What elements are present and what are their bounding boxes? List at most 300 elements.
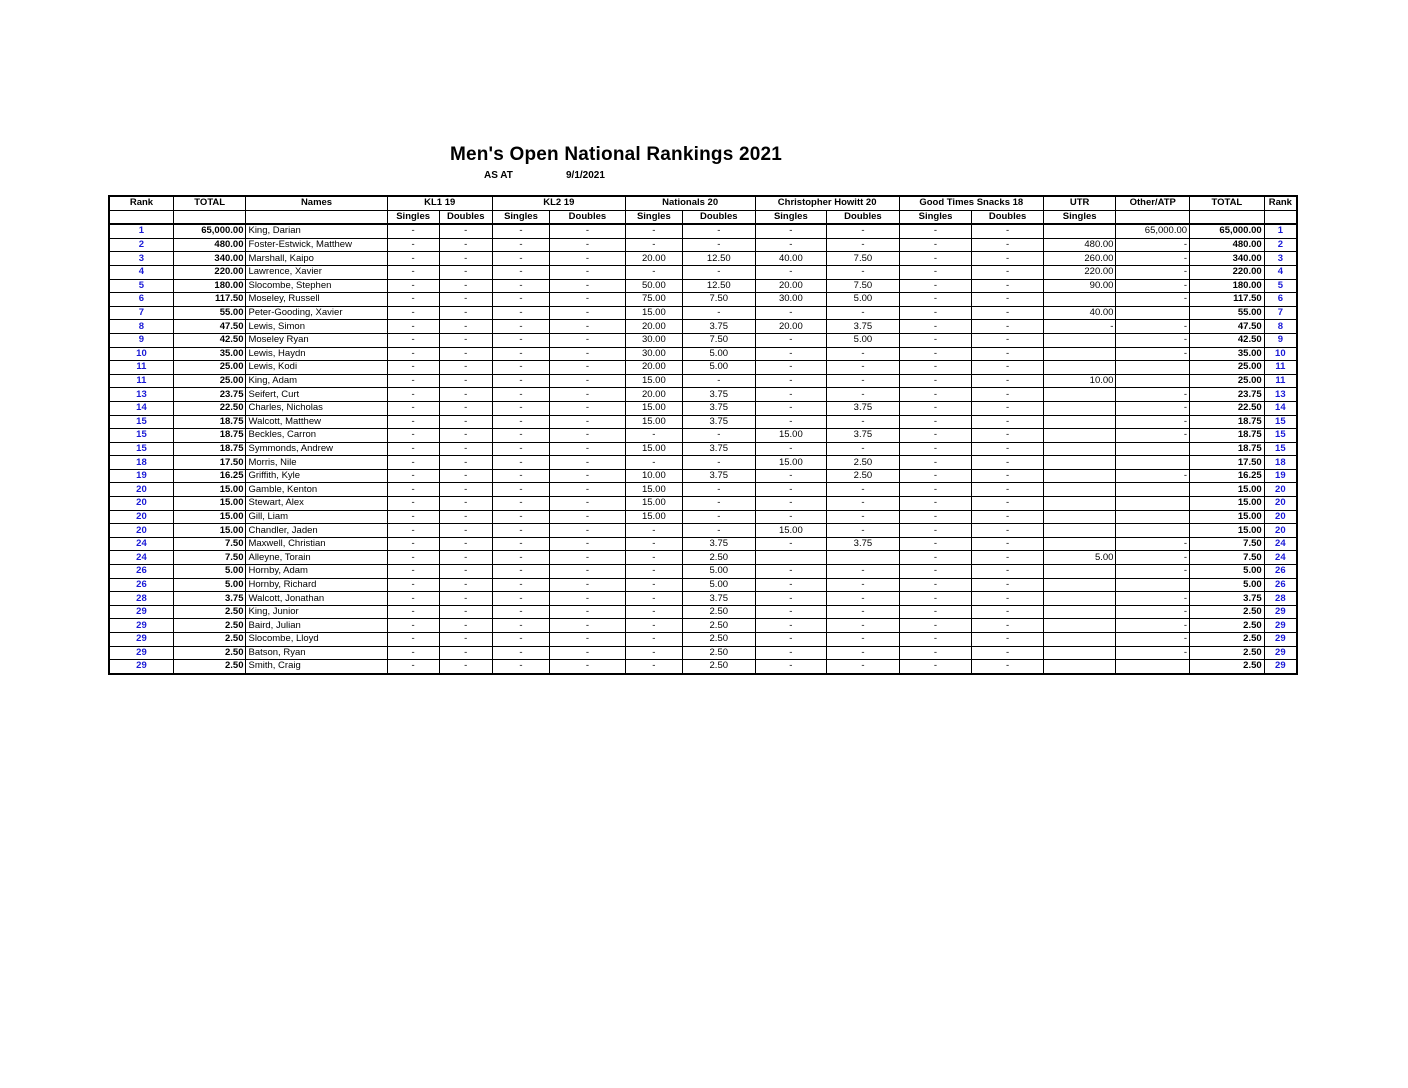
other-atp-cell: - <box>1116 265 1190 279</box>
goodtimes-singles-cell: - <box>899 415 972 429</box>
nationals-singles-cell: - <box>625 537 682 551</box>
total-cell: 2.50 <box>173 605 246 619</box>
name-cell: Griffith, Kyle <box>246 469 387 483</box>
kl2-doubles-cell: - <box>550 551 626 565</box>
rank-right-cell: 4 <box>1264 265 1297 279</box>
table-row <box>109 592 1297 606</box>
total-cell: 23.75 <box>173 388 246 402</box>
total-right-cell: 15.00 <box>1190 524 1265 538</box>
total-cell: 480.00 <box>173 238 246 252</box>
kl1-singles-cell: - <box>387 456 439 470</box>
goodtimes-doubles-cell: - <box>972 456 1044 470</box>
rank-right-cell: 11 <box>1264 374 1297 388</box>
name-cell: King, Darian <box>246 224 387 238</box>
total-cell: 220.00 <box>173 265 246 279</box>
nationals-doubles-cell: 3.75 <box>682 388 755 402</box>
table-row <box>109 238 1297 252</box>
nationals-doubles-cell: 5.00 <box>682 578 755 592</box>
goodtimes-singles-cell: - <box>899 633 972 647</box>
goodtimes-singles-cell: - <box>899 306 972 320</box>
howitt-singles-cell: 20.00 <box>755 279 827 293</box>
total-right-cell: 18.75 <box>1190 415 1265 429</box>
kl2-doubles-cell: - <box>550 619 626 633</box>
goodtimes-doubles-cell: - <box>972 374 1044 388</box>
other-atp-cell: - <box>1116 415 1190 429</box>
howitt-singles-cell: - <box>755 660 827 674</box>
name-cell: King, Junior <box>246 605 387 619</box>
kl1-doubles-cell: - <box>439 401 492 415</box>
total-cell: 5.00 <box>173 565 246 579</box>
kl2-singles-cell: - <box>492 551 549 565</box>
total-right-cell: 7.50 <box>1190 537 1265 551</box>
other-atp-cell: - <box>1116 633 1190 647</box>
total-cell: 18.75 <box>173 442 246 456</box>
total-cell: 3.75 <box>173 592 246 606</box>
kl2-doubles-cell: - <box>550 592 626 606</box>
header-sub-doubles: Doubles <box>972 210 1044 224</box>
header-group-utr: UTR <box>1043 196 1116 210</box>
kl1-doubles-cell: - <box>439 483 492 497</box>
table-row <box>109 619 1297 633</box>
total-cell: 340.00 <box>173 252 246 266</box>
nationals-singles-cell: - <box>625 605 682 619</box>
nationals-singles-cell: - <box>625 265 682 279</box>
goodtimes-doubles-cell: - <box>972 388 1044 402</box>
goodtimes-singles-cell: - <box>899 224 972 238</box>
name-cell: Moseley, Russell <box>246 293 387 307</box>
name-cell: Morris, Nile <box>246 456 387 470</box>
total-right-cell: 25.00 <box>1190 374 1265 388</box>
howitt-singles-cell: - <box>755 415 827 429</box>
kl2-singles-cell: - <box>492 605 549 619</box>
name-cell: Seifert, Curt <box>246 388 387 402</box>
other-atp-cell: - <box>1116 429 1190 443</box>
kl1-singles-cell: - <box>387 605 439 619</box>
table-row <box>109 565 1297 579</box>
table-row <box>109 415 1297 429</box>
header-group-kl1: KL1 19 <box>387 196 492 210</box>
kl1-doubles-cell: - <box>439 605 492 619</box>
rank-right-cell: 29 <box>1264 646 1297 660</box>
goodtimes-singles-cell: - <box>899 265 972 279</box>
total-right-cell: 18.75 <box>1190 442 1265 456</box>
kl2-singles-cell: - <box>492 415 549 429</box>
kl2-doubles-cell: - <box>550 456 626 470</box>
total-cell: 42.50 <box>173 333 246 347</box>
rank-right-cell: 6 <box>1264 293 1297 307</box>
other-atp-cell: - <box>1116 320 1190 334</box>
kl1-singles-cell: - <box>387 320 439 334</box>
nationals-doubles-cell: - <box>682 524 755 538</box>
nationals-doubles-cell: - <box>682 497 755 511</box>
goodtimes-doubles-cell: - <box>972 537 1044 551</box>
nationals-singles-cell: 15.00 <box>625 497 682 511</box>
kl1-doubles-cell: - <box>439 633 492 647</box>
goodtimes-doubles-cell: - <box>972 429 1044 443</box>
other-atp-cell: - <box>1116 605 1190 619</box>
kl1-singles-cell: - <box>387 510 439 524</box>
nationals-doubles-cell: 3.75 <box>682 469 755 483</box>
header-blank <box>173 210 246 224</box>
kl2-doubles-cell: - <box>550 646 626 660</box>
goodtimes-doubles-cell: - <box>972 510 1044 524</box>
rank-right-cell: 3 <box>1264 252 1297 266</box>
howitt-doubles-cell: 3.75 <box>827 429 900 443</box>
nationals-singles-cell: 20.00 <box>625 388 682 402</box>
kl2-singles-cell: - <box>492 347 549 361</box>
total-right-cell: 47.50 <box>1190 320 1265 334</box>
total-right-cell: 7.50 <box>1190 551 1265 565</box>
header-sub-singles: Singles <box>899 210 972 224</box>
total-cell: 2.50 <box>173 619 246 633</box>
total-cell: 15.00 <box>173 510 246 524</box>
name-cell: Gamble, Kenton <box>246 483 387 497</box>
howitt-singles-cell: 40.00 <box>755 252 827 266</box>
rank-cell: 28 <box>109 592 173 606</box>
kl2-doubles-cell: - <box>550 279 626 293</box>
header-sub-singles: Singles <box>1043 210 1116 224</box>
goodtimes-doubles-cell: - <box>972 279 1044 293</box>
utr-singles-cell: 5.00 <box>1043 551 1116 565</box>
utr-singles-cell: 260.00 <box>1043 252 1116 266</box>
total-cell: 25.00 <box>173 361 246 375</box>
howitt-singles-cell: - <box>755 619 827 633</box>
nationals-doubles-cell: 2.50 <box>682 633 755 647</box>
other-atp-cell: - <box>1116 565 1190 579</box>
total-right-cell: 5.00 <box>1190 565 1265 579</box>
table-row <box>109 401 1297 415</box>
howitt-singles-cell: - <box>755 265 827 279</box>
kl2-doubles-cell: - <box>550 415 626 429</box>
total-right-cell: 15.00 <box>1190 483 1265 497</box>
kl2-singles-cell: - <box>492 279 549 293</box>
kl1-singles-cell: - <box>387 306 439 320</box>
goodtimes-singles-cell: - <box>899 605 972 619</box>
goodtimes-singles-cell: - <box>899 374 972 388</box>
rank-cell: 4 <box>109 265 173 279</box>
howitt-doubles-cell: 3.75 <box>827 537 900 551</box>
nationals-doubles-cell: 7.50 <box>682 333 755 347</box>
total-cell: 2.50 <box>173 660 246 674</box>
howitt-doubles-cell: - <box>827 415 900 429</box>
howitt-singles-cell: 15.00 <box>755 456 827 470</box>
kl1-singles-cell: - <box>387 660 439 674</box>
rank-right-cell: 26 <box>1264 565 1297 579</box>
nationals-doubles-cell: 2.50 <box>682 619 755 633</box>
nationals-singles-cell: - <box>625 565 682 579</box>
goodtimes-doubles-cell: - <box>972 265 1044 279</box>
other-atp-cell: - <box>1116 401 1190 415</box>
howitt-singles-cell: - <box>755 565 827 579</box>
rank-right-cell: 20 <box>1264 483 1297 497</box>
goodtimes-doubles-cell: - <box>972 646 1044 660</box>
howitt-doubles-cell: - <box>827 306 900 320</box>
utr-singles-cell <box>1043 401 1116 415</box>
goodtimes-doubles-cell: - <box>972 333 1044 347</box>
rank-cell: 11 <box>109 361 173 375</box>
name-cell: Slocombe, Stephen <box>246 279 387 293</box>
rank-cell: 20 <box>109 524 173 538</box>
utr-singles-cell: 40.00 <box>1043 306 1116 320</box>
howitt-doubles-cell: - <box>827 361 900 375</box>
howitt-doubles-cell: 2.50 <box>827 456 900 470</box>
kl1-doubles-cell: - <box>439 374 492 388</box>
utr-singles-cell <box>1043 347 1116 361</box>
howitt-doubles-cell: 3.75 <box>827 401 900 415</box>
other-atp-cell: - <box>1116 238 1190 252</box>
total-right-cell: 5.00 <box>1190 578 1265 592</box>
kl1-doubles-cell: - <box>439 524 492 538</box>
name-cell: Symmonds, Andrew <box>246 442 387 456</box>
kl1-singles-cell: - <box>387 415 439 429</box>
utr-singles-cell <box>1043 524 1116 538</box>
kl2-singles-cell: - <box>492 401 549 415</box>
howitt-singles-cell: - <box>755 605 827 619</box>
nationals-doubles-cell: - <box>682 510 755 524</box>
goodtimes-singles-cell: - <box>899 347 972 361</box>
kl2-singles-cell: - <box>492 469 549 483</box>
table-row <box>109 510 1297 524</box>
total-cell: 25.00 <box>173 374 246 388</box>
name-cell: Walcott, Matthew <box>246 415 387 429</box>
howitt-doubles-cell: 7.50 <box>827 252 900 266</box>
rankings-table <box>108 195 1298 675</box>
other-atp-cell <box>1116 442 1190 456</box>
nationals-singles-cell: - <box>625 660 682 674</box>
howitt-doubles-cell: - <box>827 619 900 633</box>
rank-cell: 26 <box>109 578 173 592</box>
howitt-singles-cell: - <box>755 537 827 551</box>
total-cell: 180.00 <box>173 279 246 293</box>
kl2-doubles-cell: - <box>550 483 626 497</box>
kl2-doubles-cell: - <box>550 347 626 361</box>
utr-singles-cell <box>1043 633 1116 647</box>
nationals-singles-cell: 15.00 <box>625 374 682 388</box>
total-cell: 18.75 <box>173 415 246 429</box>
kl2-singles-cell: - <box>492 374 549 388</box>
total-cell: 15.00 <box>173 483 246 497</box>
goodtimes-doubles-cell: - <box>972 619 1044 633</box>
other-atp-cell: - <box>1116 333 1190 347</box>
other-atp-cell: - <box>1116 619 1190 633</box>
kl1-doubles-cell: - <box>439 619 492 633</box>
goodtimes-singles-cell: - <box>899 483 972 497</box>
kl2-doubles-cell: - <box>550 605 626 619</box>
kl1-doubles-cell: - <box>439 265 492 279</box>
kl2-doubles-cell: - <box>550 388 626 402</box>
other-atp-cell: - <box>1116 551 1190 565</box>
howitt-singles-cell: - <box>755 333 827 347</box>
nationals-doubles-cell: 3.75 <box>682 537 755 551</box>
total-cell: 7.50 <box>173 537 246 551</box>
name-cell: Walcott, Jonathan <box>246 592 387 606</box>
utr-singles-cell <box>1043 483 1116 497</box>
nationals-doubles-cell: - <box>682 374 755 388</box>
nationals-singles-cell: 20.00 <box>625 252 682 266</box>
kl2-singles-cell: - <box>492 497 549 511</box>
kl2-doubles-cell: - <box>550 578 626 592</box>
goodtimes-singles-cell: - <box>899 619 972 633</box>
rank-cell: 29 <box>109 605 173 619</box>
howitt-doubles-cell: - <box>827 497 900 511</box>
goodtimes-doubles-cell: - <box>972 306 1044 320</box>
header-sub-singles: Singles <box>492 210 549 224</box>
as-at-date: 9/1/2021 <box>566 170 605 181</box>
utr-singles-cell <box>1043 456 1116 470</box>
table-row <box>109 646 1297 660</box>
kl2-doubles-cell: - <box>550 497 626 511</box>
kl2-singles-cell: - <box>492 565 549 579</box>
rank-cell: 13 <box>109 388 173 402</box>
nationals-singles-cell: - <box>625 592 682 606</box>
nationals-doubles-cell: 5.00 <box>682 361 755 375</box>
name-cell: Foster-Estwick, Matthew <box>246 238 387 252</box>
total-right-cell: 2.50 <box>1190 633 1265 647</box>
nationals-doubles-cell: 7.50 <box>682 293 755 307</box>
nationals-doubles-cell: - <box>682 306 755 320</box>
other-atp-cell: - <box>1116 646 1190 660</box>
rank-right-cell: 7 <box>1264 306 1297 320</box>
header-blank <box>1264 210 1297 224</box>
other-atp-cell: - <box>1116 293 1190 307</box>
kl1-doubles-cell: - <box>439 537 492 551</box>
header-blank <box>109 210 173 224</box>
rank-right-cell: 28 <box>1264 592 1297 606</box>
kl1-singles-cell: - <box>387 537 439 551</box>
kl2-doubles-cell: - <box>550 565 626 579</box>
kl2-doubles-cell: - <box>550 265 626 279</box>
kl2-doubles-cell: - <box>550 361 626 375</box>
rank-cell: 29 <box>109 633 173 647</box>
howitt-singles-cell: - <box>755 483 827 497</box>
goodtimes-singles-cell: - <box>899 442 972 456</box>
howitt-singles-cell: - <box>755 510 827 524</box>
goodtimes-doubles-cell: - <box>972 469 1044 483</box>
goodtimes-doubles-cell: - <box>972 347 1044 361</box>
header-sub-doubles: Doubles <box>439 210 492 224</box>
header-names: Names <box>246 196 387 210</box>
howitt-singles-cell <box>755 551 827 565</box>
name-cell: Baird, Julian <box>246 619 387 633</box>
kl1-singles-cell: - <box>387 469 439 483</box>
howitt-singles-cell: - <box>755 238 827 252</box>
header-sub-singles: Singles <box>625 210 682 224</box>
kl2-singles-cell: - <box>492 592 549 606</box>
other-atp-cell: 65,000.00 <box>1116 224 1190 238</box>
rank-right-cell: 11 <box>1264 361 1297 375</box>
rank-right-cell: 29 <box>1264 660 1297 674</box>
rank-cell: 19 <box>109 469 173 483</box>
name-cell: Gill, Liam <box>246 510 387 524</box>
table-row <box>109 252 1297 266</box>
nationals-singles-cell: 15.00 <box>625 401 682 415</box>
table-row <box>109 497 1297 511</box>
table-row <box>109 347 1297 361</box>
nationals-singles-cell: 10.00 <box>625 469 682 483</box>
rank-right-cell: 15 <box>1264 415 1297 429</box>
goodtimes-singles-cell: - <box>899 660 972 674</box>
rank-cell: 29 <box>109 646 173 660</box>
kl1-singles-cell: - <box>387 374 439 388</box>
nationals-singles-cell: 20.00 <box>625 320 682 334</box>
nationals-doubles-cell: - <box>682 265 755 279</box>
howitt-singles-cell: - <box>755 401 827 415</box>
table-row <box>109 361 1297 375</box>
name-cell: King, Adam <box>246 374 387 388</box>
header-blank <box>1190 210 1265 224</box>
kl1-singles-cell: - <box>387 497 439 511</box>
kl2-doubles-cell: - <box>550 333 626 347</box>
rank-cell: 9 <box>109 333 173 347</box>
header-row-sub <box>109 210 1297 224</box>
kl1-doubles-cell: - <box>439 252 492 266</box>
header-sub-doubles: Doubles <box>827 210 900 224</box>
kl2-doubles-cell: - <box>550 224 626 238</box>
utr-singles-cell <box>1043 565 1116 579</box>
other-atp-cell <box>1116 524 1190 538</box>
howitt-doubles-cell: - <box>827 592 900 606</box>
total-right-cell: 2.50 <box>1190 646 1265 660</box>
kl1-singles-cell: - <box>387 551 439 565</box>
goodtimes-singles-cell: - <box>899 578 972 592</box>
utr-singles-cell <box>1043 293 1116 307</box>
howitt-singles-cell: - <box>755 306 827 320</box>
name-cell: Charles, Nicholas <box>246 401 387 415</box>
goodtimes-doubles-cell: - <box>972 442 1044 456</box>
total-right-cell: 16.25 <box>1190 469 1265 483</box>
goodtimes-doubles-cell: - <box>972 524 1044 538</box>
table-row <box>109 279 1297 293</box>
nationals-doubles-cell: 2.50 <box>682 605 755 619</box>
other-atp-cell: - <box>1116 347 1190 361</box>
howitt-doubles-cell <box>827 551 900 565</box>
kl2-doubles-cell: - <box>550 374 626 388</box>
nationals-singles-cell: 15.00 <box>625 483 682 497</box>
howitt-doubles-cell: - <box>827 442 900 456</box>
goodtimes-doubles-cell: - <box>972 633 1044 647</box>
kl1-singles-cell: - <box>387 633 439 647</box>
kl2-singles-cell: - <box>492 361 549 375</box>
kl1-doubles-cell: - <box>439 306 492 320</box>
kl2-doubles-cell: - <box>550 401 626 415</box>
total-right-cell: 55.00 <box>1190 306 1265 320</box>
howitt-doubles-cell: 7.50 <box>827 279 900 293</box>
nationals-singles-cell: - <box>625 238 682 252</box>
name-cell: Slocombe, Lloyd <box>246 633 387 647</box>
howitt-doubles-cell: - <box>827 646 900 660</box>
utr-singles-cell: 90.00 <box>1043 279 1116 293</box>
howitt-singles-cell: - <box>755 592 827 606</box>
nationals-doubles-cell: 3.75 <box>682 442 755 456</box>
kl1-doubles-cell: - <box>439 646 492 660</box>
howitt-singles-cell: - <box>755 469 827 483</box>
kl1-doubles-cell: - <box>439 361 492 375</box>
rank-cell: 24 <box>109 537 173 551</box>
kl1-singles-cell: - <box>387 224 439 238</box>
goodtimes-singles-cell: - <box>899 401 972 415</box>
goodtimes-singles-cell: - <box>899 333 972 347</box>
rank-right-cell: 29 <box>1264 605 1297 619</box>
goodtimes-singles-cell: - <box>899 456 972 470</box>
howitt-singles-cell: - <box>755 374 827 388</box>
utr-singles-cell <box>1043 361 1116 375</box>
rank-cell: 20 <box>109 510 173 524</box>
table-row <box>109 524 1297 538</box>
total-right-cell: 480.00 <box>1190 238 1265 252</box>
table-row <box>109 456 1297 470</box>
rank-cell: 11 <box>109 374 173 388</box>
nationals-doubles-cell: - <box>682 429 755 443</box>
